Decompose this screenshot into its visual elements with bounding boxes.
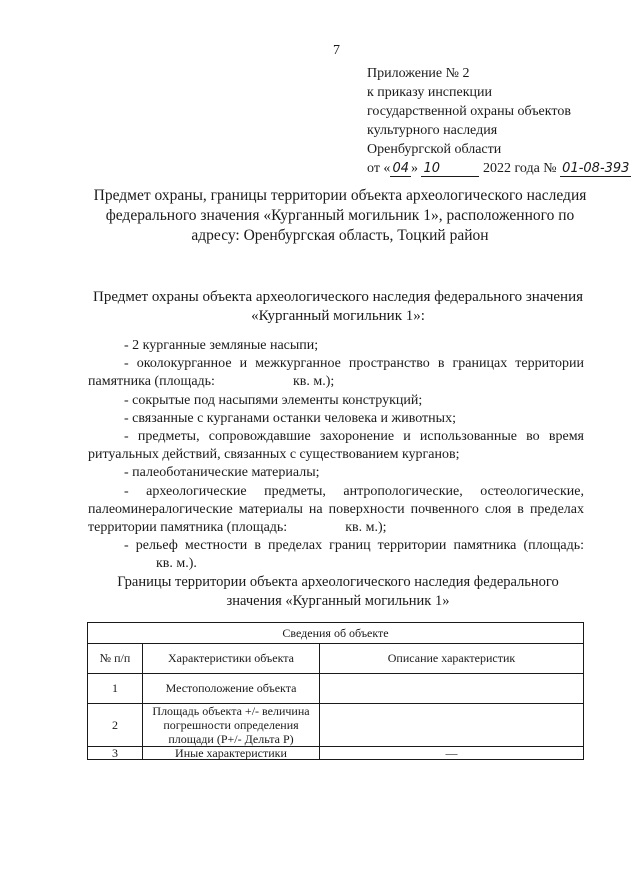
list-item: - сокрытые под насыпями элементы конструкций;	[124, 392, 423, 408]
page-number: 7	[333, 43, 340, 58]
date-prefix: от «	[367, 161, 391, 176]
handwritten-month: 10	[421, 162, 479, 177]
list-item: - связанные с курганами останки человека и животных;	[124, 410, 456, 426]
appendix-line: государственной охраны объектов	[367, 104, 571, 119]
main-title: Предмет охраны, границы территории объекта археологического наследия федерального значения «Курганный могильник 1», расположенного по адресу: Оренбургская область, Тоцкий район	[93, 187, 587, 244]
protection-subject-title: Предмет охраны объекта археологического наследия федерального значения «Курганный могильник 1»:	[92, 289, 584, 324]
row-characteristic: Иные характеристики	[143, 747, 320, 760]
protection-subject-list	[88, 337, 584, 574]
list-item: - предметы, сопровождавшие захоронение и использованные во время ритуальных действий, связанных с существованием курганов;	[88, 429, 584, 463]
list-item	[88, 483, 584, 538]
appendix-date-line	[367, 159, 630, 178]
row-description: —	[320, 747, 584, 760]
list-item: - палеоботанические материалы;	[124, 465, 320, 481]
list-item: - 2 курганные земляные насыпи;	[124, 338, 319, 353]
row-description	[320, 704, 584, 747]
handwritten-order-number: 01-08-393	[562, 161, 630, 176]
row-characteristic: Местоположение объекта	[143, 674, 320, 704]
row-characteristic: Площадь объекта +/- величина погрешности определения площади (Р+/- Дельта Р)	[143, 704, 320, 747]
list-item-unit: кв. м.).	[156, 556, 197, 572]
appendix-line: Оренбургской области	[367, 142, 502, 157]
row-number: 1	[88, 674, 143, 704]
list-item	[88, 355, 584, 391]
appendix-header	[367, 64, 630, 178]
handwritten-day: 04	[392, 161, 409, 176]
list-item-unit: кв. м.);	[345, 520, 387, 536]
boundaries-title: Границы территории объекта археологического наследия федерального значения «Курганный могильник 1»	[117, 574, 559, 609]
row-number: 3	[88, 747, 143, 760]
list-item	[88, 537, 584, 573]
table-row	[88, 747, 584, 760]
appendix-line: Приложение № 2	[367, 66, 470, 81]
object-info-table	[87, 622, 584, 760]
table-row	[88, 674, 584, 704]
table-row	[88, 704, 584, 747]
appendix-line: к приказу инспекции	[367, 85, 493, 100]
list-item-text: - археологические предметы, антропологические, остеологические, палеоминералогические материалы на поверхности почвенного слоя в пределах территории памятника (площадь:	[88, 483, 584, 536]
date-close: »	[410, 161, 418, 176]
list-item-text: - рельеф местности в пределах границ территории памятника (площадь:	[124, 538, 584, 554]
date-year: 2022 года №	[482, 161, 557, 176]
column-header-characteristic: Характеристики объекта	[143, 644, 320, 674]
column-header-number: № п/п	[88, 644, 143, 674]
table-caption: Сведения об объекте	[88, 623, 584, 644]
list-item-text: - околокурганное и межкурганное пространство в границах территории памятника (площадь:	[88, 356, 584, 390]
row-description	[320, 674, 584, 704]
appendix-line: культурного наследия	[367, 123, 498, 138]
list-item-unit: кв. м.);	[292, 374, 335, 390]
column-header-description: Описание характеристик	[320, 644, 584, 674]
row-number: 2	[88, 704, 143, 747]
